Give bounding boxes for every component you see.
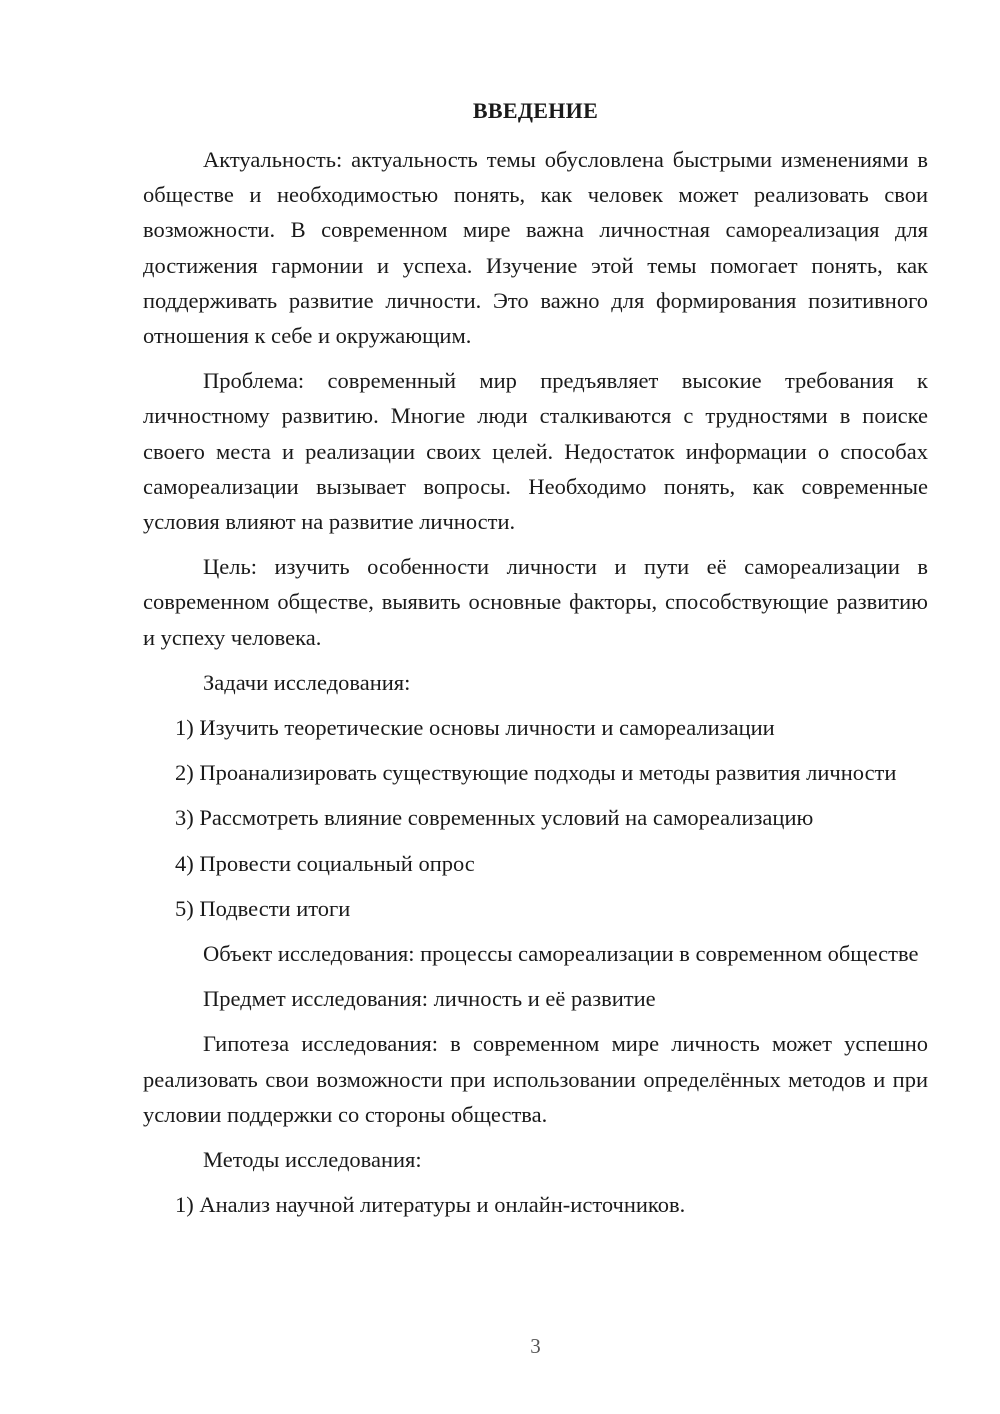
task-item-2: 2) Проанализировать существующие подходы и методы развития личности — [175, 760, 897, 786]
task-item-4: 4) Провести социальный опрос — [175, 850, 475, 876]
methods-heading: Методы исследования: — [203, 1147, 422, 1173]
page-number: 3 — [530, 1334, 541, 1358]
tasks-heading: Задачи исследования: — [203, 669, 411, 695]
method-item-1: 1) Анализ научной литературы и онлайн-источников. — [175, 1192, 686, 1218]
task-item-3: 3) Рассмотреть влияние современных условий на самореализацию — [175, 805, 814, 831]
paragraph-subject: Предмет исследования: личность и её развитие — [203, 986, 656, 1012]
task-item-5: 5) Подвести итоги — [175, 895, 351, 921]
paragraph-goal: Цель: изучить особенности личности и пути её самореализации в современном обществе, выявить основные факторы, способствующие развитию и успеху человека. — [143, 554, 928, 650]
task-item-1: 1) Изучить теоретические основы личности и самореализации — [175, 715, 775, 741]
body-text — [143, 142, 928, 1232]
paragraph-hypothesis: Гипотеза исследования: в современном мире личность может успешно реализовать свои возможности при использовании определённых методов и при условии поддержки со стороны общества. — [143, 1031, 928, 1127]
paragraph-problem: Проблема: современный мир предъявляет высокие требования к личностному развитию. Многие люди сталкиваются с трудностями в поиске своего места и реализации своих целей. Недостаток информации о способах самореализации вызывает вопросы. Необходимо понять, как современные условия влияют на развитие личности. — [143, 368, 928, 535]
paragraph-relevance: Актуальность: актуальность темы обусловлена быстрыми изменениями в обществе и необходимостью понять, как человек может реализовать свои возможности. В современном мире важна личностная самореализация для достижения гармонии и успеха. Изучение этой темы помогает понять, как поддерживать развитие личности. Это важно для формирования позитивного отношения к себе и окружающим. — [143, 147, 928, 349]
section-title: ВВЕДЕНИЕ — [472, 98, 599, 123]
paragraph-object: Объект исследования: процессы самореализации в современном обществе — [203, 941, 919, 967]
